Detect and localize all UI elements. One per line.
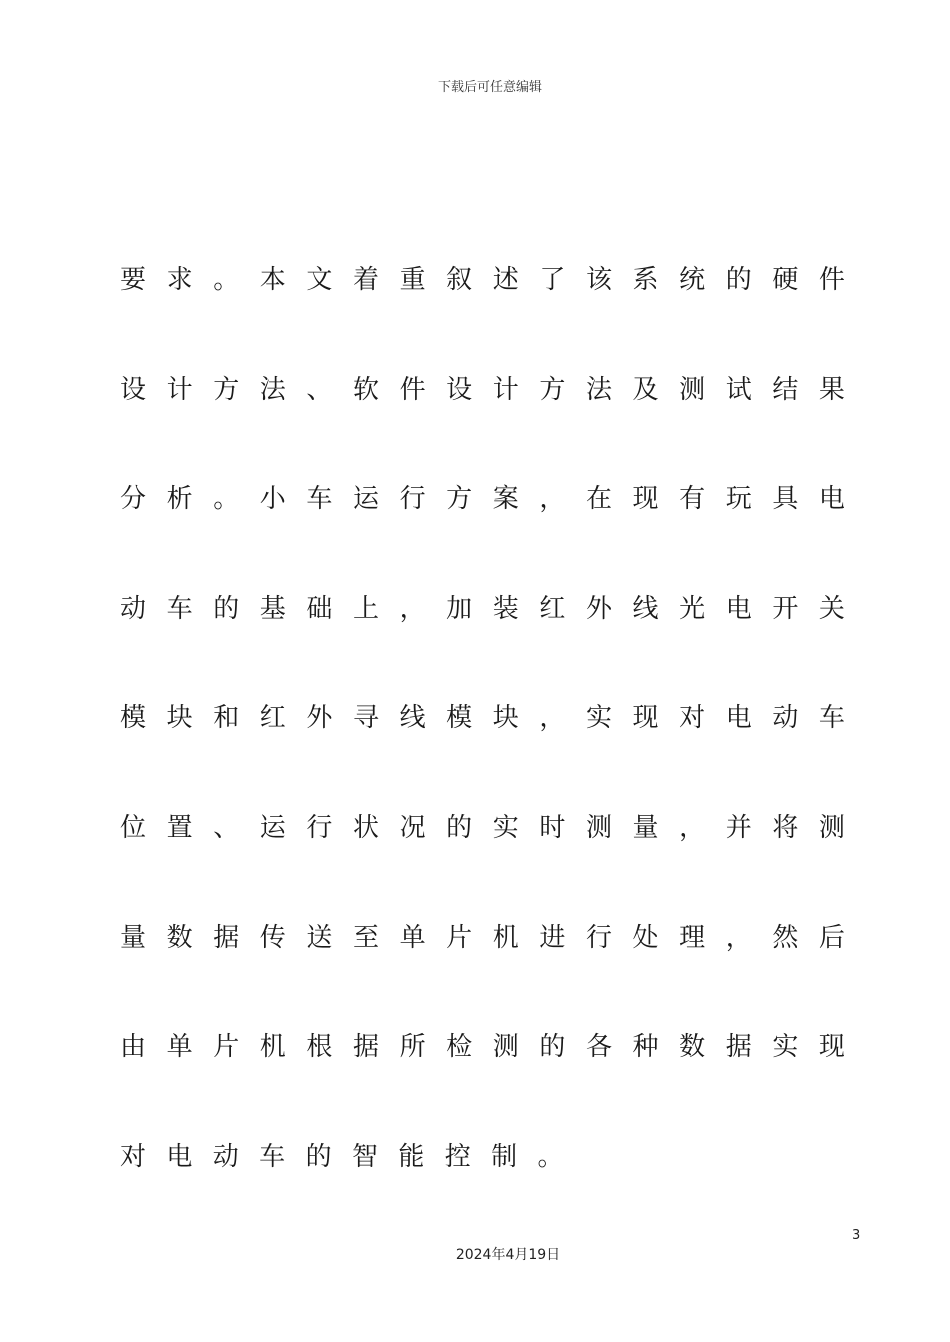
body-line [120,1021,845,1131]
body-char: 实 [492,812,519,843]
body-char: 求 [166,265,193,295]
body-char: 测 [492,1032,519,1063]
body-char: 的 [305,1141,332,1172]
body-char: 传 [259,922,286,953]
body-char: ， [399,593,426,624]
body-line [120,692,845,802]
body-char: 根 [306,1032,333,1063]
body-char: 据 [725,1032,752,1063]
body-char: 置 [166,812,193,843]
body-char: 。 [537,1141,564,1172]
body-char: 现 [632,484,659,515]
body-char: 电 [725,703,752,734]
body-char: 础 [306,593,333,624]
body-char: 软 [352,374,379,405]
body-char: 述 [492,265,519,295]
body-char: 检 [446,1032,473,1063]
body-char: 外 [306,703,333,734]
body-char: 实 [585,703,612,734]
body-char: 电 [725,593,752,624]
body-char: 各 [585,1032,612,1063]
body-char: 。 [213,484,240,515]
body-char: 计 [492,374,519,405]
body-char: 的 [539,1032,566,1063]
body-char: 方 [446,484,473,515]
body-char: 机 [259,1032,286,1063]
body-char: 并 [725,812,752,843]
body-char: 分 [120,484,147,515]
body-char: 对 [120,1141,147,1172]
body-char: 电 [818,484,845,515]
body-char: 文 [306,265,333,295]
body-char: 重 [399,265,426,295]
body-line [120,802,845,912]
body-char: ， [539,703,566,734]
body-char: 着 [352,265,379,295]
body-char: 量 [120,922,147,953]
body-char: 理 [679,922,706,953]
body-char: 具 [772,484,799,515]
body-char: 有 [679,484,706,515]
body-char: 件 [818,265,845,295]
body-char: 块 [492,703,519,734]
footer-date: 2024年4月19日 [455,1247,561,1263]
body-line [120,473,845,583]
body-char: 智 [351,1141,378,1172]
body-char: 状 [352,812,379,843]
body-char: 上 [352,593,379,624]
body-char: 设 [446,374,473,405]
body-char: 单 [399,922,426,953]
body-char: 机 [492,922,519,953]
body-char: 种 [632,1032,659,1063]
body-char: 车 [818,703,845,734]
page-number: 3 [852,1228,861,1243]
body-char: 位 [120,812,147,843]
body-char: 行 [585,922,612,953]
body-char: ， [539,484,566,515]
body-char: 将 [772,812,799,843]
body-char: 、 [306,374,333,405]
body-char: 测 [679,374,706,405]
body-char: 法 [585,374,612,405]
body-char: 、 [213,812,240,843]
body-char: 数 [166,922,193,953]
body-char: 行 [399,484,426,515]
body-char: 片 [213,1032,240,1063]
body-char: 块 [166,703,193,734]
body-line [120,254,845,364]
body-char: 装 [492,593,519,624]
body-char: 车 [306,484,333,515]
body-char: 在 [585,484,612,515]
body-char: 动 [120,593,147,624]
body-char: 玩 [725,484,752,515]
body-char: 结 [772,374,799,405]
body-char: 电 [166,1141,193,1172]
body-char: 及 [632,374,659,405]
body-char: 的 [725,265,752,295]
body-char: 系 [632,265,659,295]
body-char: ， [679,812,706,843]
body-char: 数 [679,1032,706,1063]
body-char: 该 [585,265,612,295]
body-char: 硬 [772,265,799,295]
body-char: 模 [120,703,147,734]
body-char: 制 [491,1141,518,1172]
body-char: 要 [120,265,147,295]
body-char: 由 [120,1032,147,1063]
body-line [120,1131,845,1241]
body-char: 量 [632,812,659,843]
body-char: 据 [352,1032,379,1063]
body-char: 红 [539,593,566,624]
body-char: 方 [213,374,240,405]
body-char: 外 [585,593,612,624]
body-char: 析 [166,484,193,515]
body-char: 进 [539,922,566,953]
body-char: 测 [585,812,612,843]
body-char: 行 [306,812,333,843]
body-char: 据 [213,922,240,953]
body-char: 所 [399,1032,426,1063]
body-char: 开 [772,593,799,624]
body-char: 动 [212,1141,239,1172]
body-char: 至 [352,922,379,953]
body-char: 线 [632,593,659,624]
body-char: 车 [166,593,193,624]
body-char: 后 [818,922,845,953]
body-line [120,364,845,474]
body-char: 控 [444,1141,471,1172]
body-char: 本 [259,265,286,295]
body-char: 动 [772,703,799,734]
body-char: 况 [399,812,426,843]
body-line [120,583,845,693]
header-note: 下载后可任意编辑 [437,80,542,95]
body-char: 寻 [352,703,379,734]
body-char: 果 [818,374,845,405]
body-char: 的 [213,593,240,624]
body-char: 现 [632,703,659,734]
body-char: 加 [446,593,473,624]
body-char: 时 [539,812,566,843]
body-char: 。 [213,265,240,295]
body-char: 和 [213,703,240,734]
body-line [120,912,845,1022]
body-char: 然 [772,922,799,953]
body-char: 测 [818,812,845,843]
body-char: 单 [166,1032,193,1063]
body-char: 现 [818,1032,845,1063]
body-char: 关 [818,593,845,624]
body-char: 对 [679,703,706,734]
body-char: 能 [398,1141,425,1172]
body-char: ， [725,922,752,953]
body-char: 运 [352,484,379,515]
body-char: 设 [120,374,147,405]
body-char: 运 [259,812,286,843]
body-char: 案 [492,484,519,515]
body-char: 基 [259,593,286,624]
body-char: 试 [725,374,752,405]
body-paragraph [120,254,845,1240]
body-char: 的 [446,812,473,843]
body-char: 了 [539,265,566,295]
body-char: 片 [446,922,473,953]
body-char: 方 [539,374,566,405]
body-char: 统 [679,265,706,295]
body-char: 计 [166,374,193,405]
body-char: 光 [679,593,706,624]
body-char: 模 [446,703,473,734]
body-char: 线 [399,703,426,734]
body-char: 法 [259,374,286,405]
body-char: 叙 [446,265,473,295]
body-char: 红 [259,703,286,734]
body-char: 处 [632,922,659,953]
body-char: 车 [259,1141,286,1172]
body-char: 实 [772,1032,799,1063]
body-char: 件 [399,374,426,405]
body-char: 送 [306,922,333,953]
body-char: 小 [259,484,286,515]
